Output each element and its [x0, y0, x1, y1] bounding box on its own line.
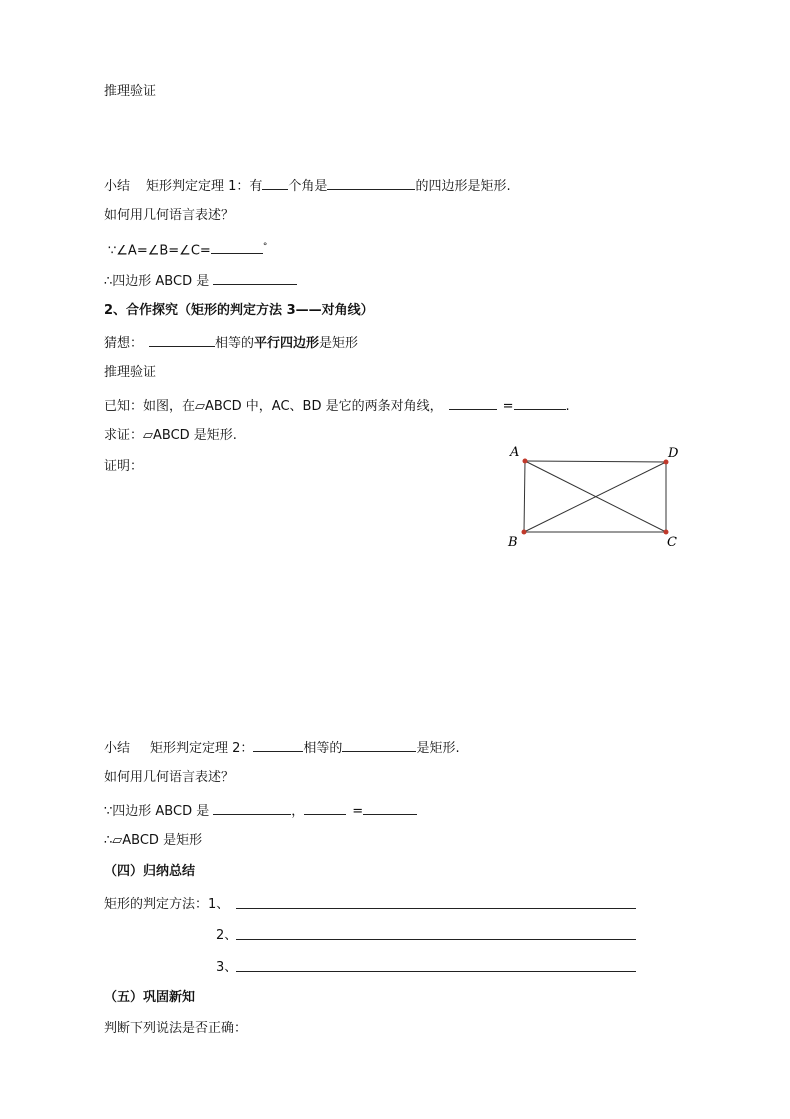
because-angles-text: ∵∠A=∠B=∠C=: [108, 243, 211, 259]
known-eq: =: [502, 399, 514, 414]
summary-label: 小结: [104, 741, 131, 756]
blank: [327, 176, 415, 190]
guess-mid: 相等的: [215, 336, 255, 351]
summary-theorem-2: [104, 738, 460, 758]
blank: [253, 738, 303, 752]
therefore-text: ∴四边形 ABCD 是: [104, 274, 210, 289]
theorem-2-text: 矩形判定定理 2：: [150, 741, 254, 756]
blank: [149, 333, 215, 347]
heading-reasoning-1: 推理验证: [104, 84, 157, 99]
therefore-rectangle: ∴▱ABCD 是矩形: [104, 833, 203, 848]
method-item-1: 1、: [208, 897, 230, 912]
blank: [262, 176, 288, 190]
vertex-label-c: C: [667, 535, 677, 550]
section-summary-4: （四）归纳总结: [104, 864, 196, 879]
guess-end: 是矩形: [319, 336, 359, 351]
summary-theorem-1: [104, 176, 511, 196]
judge-statements: 判断下列说法是否正确：: [104, 1021, 248, 1036]
question-geometry-1: 如何用几何语言表述？: [104, 208, 235, 223]
side-ab: [524, 461, 525, 532]
blank: [211, 240, 263, 254]
known-end: .: [565, 399, 570, 414]
blank: [213, 271, 297, 285]
blank: [449, 396, 497, 410]
blank: [213, 801, 291, 815]
guess-line: [104, 333, 358, 353]
heading-reasoning-2: 推理验证: [104, 365, 157, 380]
methods-label-text: 矩形的判定方法：: [104, 897, 209, 912]
prove-line: 求证：▱ABCD 是矩形.: [104, 428, 237, 443]
method-line-1: [236, 908, 636, 909]
side-ad: [525, 461, 666, 462]
theorem-1-text: 矩形判定定理 1：有: [146, 179, 263, 194]
vertex-c-dot: [664, 530, 669, 535]
proof-label: 证明：: [104, 459, 144, 474]
section-consolidate-5: （五）巩固新知: [104, 990, 196, 1005]
question-geometry-2: 如何用几何语言表述？: [104, 770, 235, 785]
blank: [342, 738, 416, 752]
theorem-2-mid: 相等的: [303, 741, 343, 756]
rectangle-figure: [500, 442, 700, 552]
method-line-2: [236, 939, 636, 940]
vertex-a-dot: [523, 459, 528, 464]
method-line-3: [236, 971, 636, 972]
summary-label: 小结: [104, 179, 131, 194]
guess-label: 猜想：: [104, 336, 144, 351]
because-2-comma: ，: [291, 804, 305, 819]
because-2-eq: =: [352, 804, 364, 819]
blank: [514, 396, 566, 410]
method-item-2: 2、: [216, 928, 238, 943]
method-item-3: 3、: [216, 960, 238, 975]
because-2-text: ∵四边形 ABCD 是: [104, 804, 210, 819]
guess-bold: 平行四边形: [254, 336, 320, 351]
theorem-1-mid: 个角是: [288, 179, 328, 194]
because-quadrilateral: [104, 801, 417, 821]
section-cooperative-inquiry: 2、合作探究（矩形的判定方法 3——对角线）: [104, 303, 374, 318]
degree-sign: °: [262, 242, 268, 252]
vertex-label-a: A: [510, 445, 520, 460]
known-line: [104, 396, 570, 416]
theorem-1-end: 的四边形是矩形.: [415, 179, 511, 194]
known-text: 已知：如图，在▱ABCD 中，AC、BD 是它的两条对角线，: [104, 399, 443, 414]
because-angles: [108, 238, 267, 260]
therefore-quadrilateral: [104, 271, 297, 291]
vertex-label-b: B: [508, 535, 518, 550]
vertex-b-dot: [522, 530, 527, 535]
methods-label: [104, 896, 229, 914]
blank: [304, 801, 346, 815]
theorem-2-end: 是矩形.: [416, 741, 460, 756]
blank: [363, 801, 417, 815]
vertex-label-d: D: [668, 446, 679, 461]
